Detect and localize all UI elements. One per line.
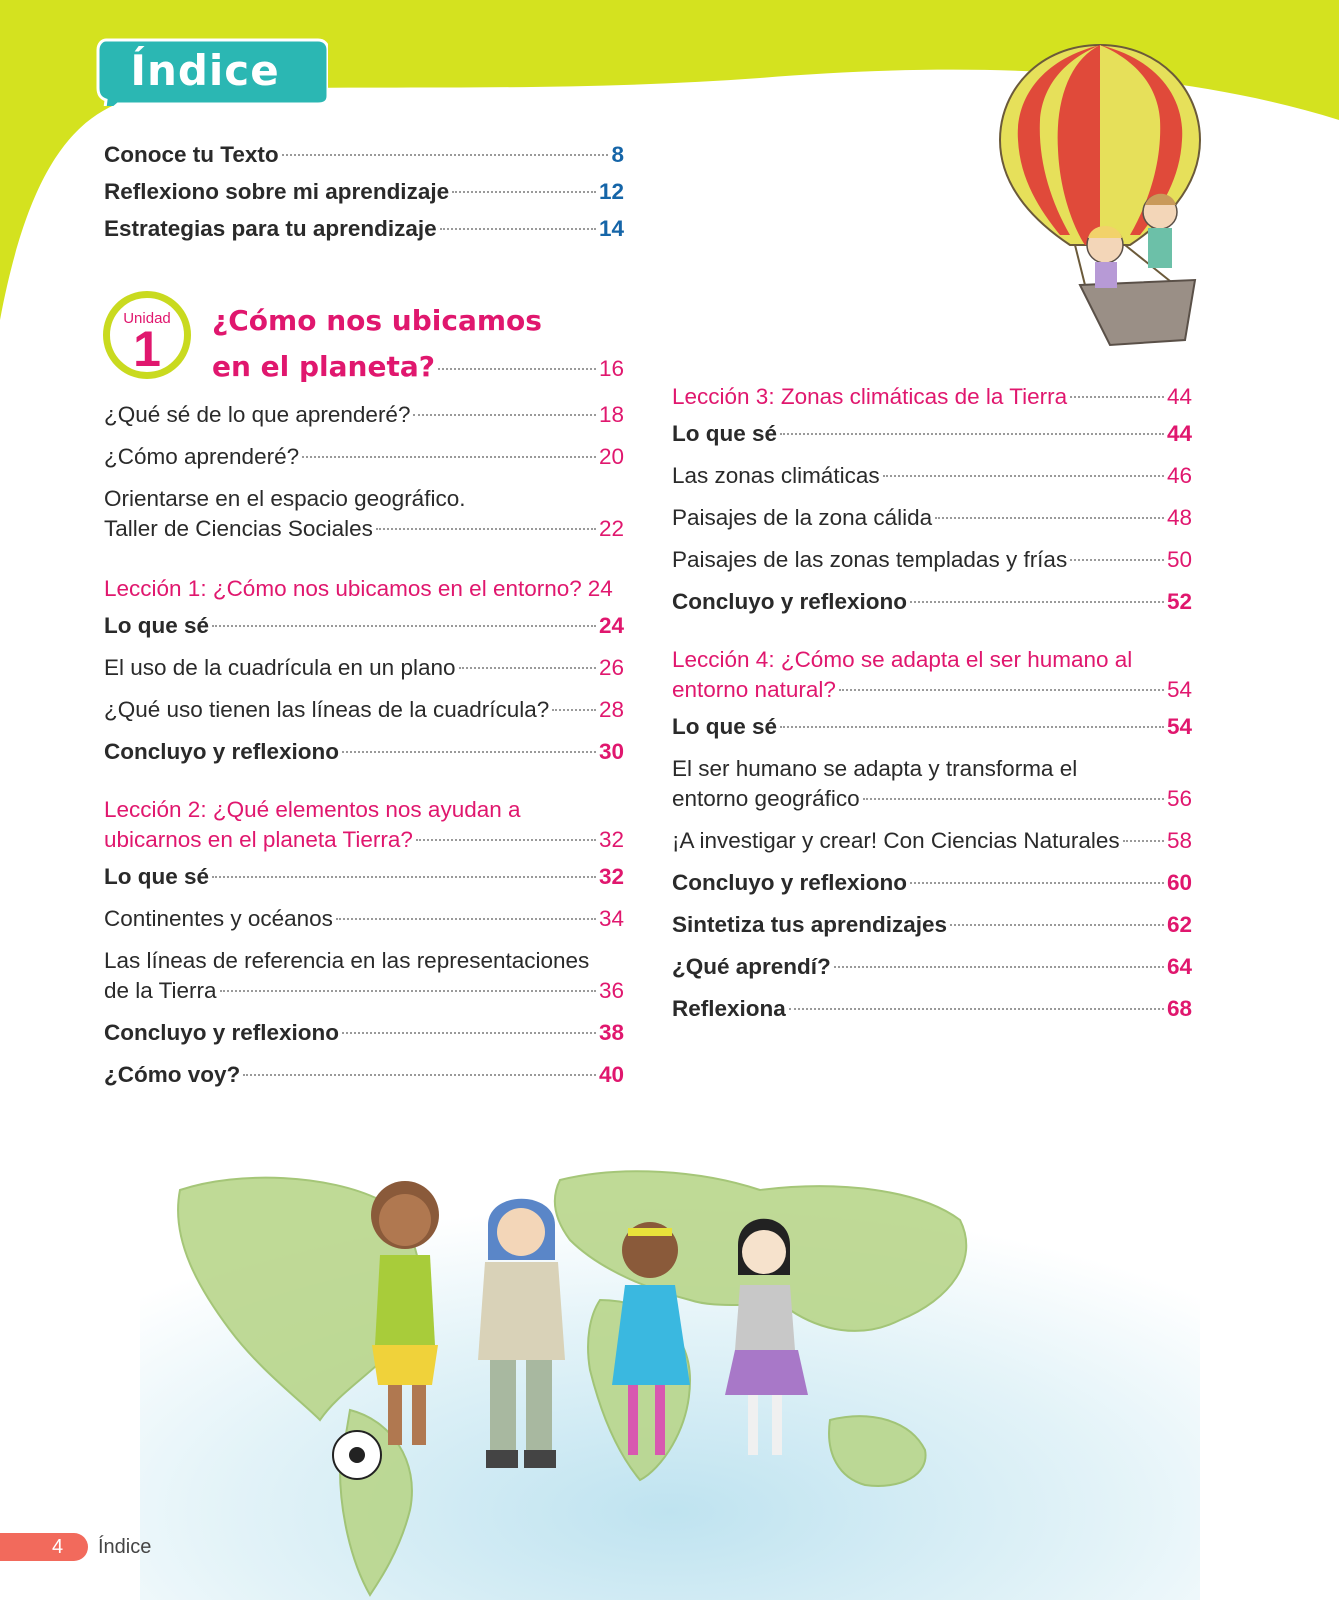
lesson-title: entorno natural? [672,677,836,702]
toc-entry-page: 58 [1166,828,1192,853]
toc-entry-l3-calida[interactable] [672,503,1192,533]
toc-entry-lineas-line1: Las líneas de referencia en las representaciones [104,948,590,973]
lesson-4-title-line1: Lección 4: ¿Cómo se adapta el ser humano al [672,647,1133,672]
toc-entry-label: entorno geográfico [672,786,860,811]
leader-dots [440,228,596,230]
leader-dots [910,601,1164,603]
page-number-tab [0,1533,88,1561]
toc-entry-label: Paisajes de las zonas templadas y frías [672,547,1068,572]
toc-entry-page: 24 [598,613,624,638]
toc-entry-page: 36 [598,978,624,1003]
leader-dots [212,625,596,627]
toc-entry-label: Estrategias para tu aprendizaje [104,216,437,241]
toc-entry-label: Continentes y océanos [104,906,333,931]
toc-lesson-3[interactable] [672,382,1192,412]
leader-dots [552,709,596,711]
toc-entry-unit[interactable] [212,350,624,386]
leader-dots [416,839,596,841]
toc-entry-page: 30 [598,739,624,764]
leader-dots [220,990,596,992]
toc-entry-page: 18 [598,402,624,427]
toc-entry-label: El uso de la cuadrícula en un plano [104,655,456,680]
toc-entry-label: Sintetiza tus aprendizajes [672,912,948,937]
toc-entry-page: 12 [598,179,624,204]
toc-entry-page: 52 [1166,589,1192,614]
toc-entry-page: 64 [1166,954,1192,979]
toc-entry-estrategias[interactable] [104,214,624,244]
toc-entry-l4-investigar[interactable] [672,826,1192,856]
leader-dots [1070,559,1164,561]
toc-entry-l1-lo-que-se[interactable] [104,611,624,641]
unit-badge-number: 1 [133,321,161,377]
toc-entry-label: Concluyo y reflexiono [104,739,340,764]
lesson-2-title-line1: Lección 2: ¿Qué elementos nos ayudan a [104,797,521,822]
toc-lesson-4[interactable] [672,675,1192,705]
toc-entry-page: 44 [1166,384,1192,409]
toc-entry-page: 22 [598,516,624,541]
toc-entry-page: 54 [1166,677,1192,702]
toc-entry-que-se[interactable] [104,400,624,430]
leader-dots [1123,840,1164,842]
toc-entry-l4-adapta[interactable] [672,784,1192,814]
toc-entry-l3-zonas[interactable] [672,461,1192,491]
toc-entry-l2-concluyo[interactable] [104,1018,624,1048]
leader-dots [212,876,596,878]
leader-dots [342,1032,596,1034]
leader-dots [342,751,596,753]
leader-dots [336,918,596,920]
leader-dots [935,517,1164,519]
toc-entry-label: Reflexiono sobre mi aprendizaje [104,179,450,204]
toc-entry-page: 44 [1166,421,1192,446]
toc-entry-label: ¿Qué sé de lo que aprenderé? [104,402,411,427]
toc-entry-adapta-line1: El ser humano se adapta y transforma el [672,756,1078,781]
toc-entry-page: 38 [598,1020,624,1045]
toc-entry-conoce[interactable] [104,140,624,170]
toc-entry-page: 46 [1166,463,1192,488]
toc-entry-page: 48 [1166,505,1192,530]
toc-entry-page: 32 [598,827,624,852]
toc-entry-taller-line1: Orientarse en el espacio geográfico. [104,486,466,511]
toc-entry-page: 26 [598,655,624,680]
leader-dots [780,726,1164,728]
toc-entry-label: ¿Qué aprendí? [672,954,831,979]
leader-dots [910,882,1164,884]
toc-entry-taller[interactable] [104,514,624,544]
leader-dots [302,456,596,458]
toc-entry-label: Lo que sé [104,613,210,638]
toc-entry-como-voy[interactable] [104,1060,624,1090]
toc-entry-page: 28 [598,697,624,722]
toc-entry-que-aprendi[interactable] [672,952,1192,982]
leader-dots [413,414,596,416]
leader-dots [839,689,1164,691]
toc-entry-page: 34 [598,906,624,931]
toc-entry-l3-concluyo[interactable] [672,587,1192,617]
toc-entry-label: ¿Cómo aprenderé? [104,444,300,469]
toc-entry-page: 62 [1166,912,1192,937]
leader-dots [459,667,596,669]
lesson-title: Lección 3: Zonas climáticas de la Tierra [672,384,1068,409]
toc-entry-page: 16 [598,356,624,381]
toc-entry-label: Conoce tu Texto [104,142,279,167]
footer-section-label: Índice [98,1536,152,1558]
toc-entry-page: 50 [1166,547,1192,572]
toc-entry-l2-lo-que-se[interactable] [104,862,624,892]
toc-entry-l2-lineas[interactable] [104,976,624,1006]
toc-entry-l1-cuadricula[interactable] [104,653,624,683]
leader-dots [452,191,596,193]
toc-entry-page: 60 [1166,870,1192,895]
toc-entry-page: 20 [598,444,624,469]
toc-entry-label: ¡A investigar y crear! Con Ciencias Naturales [672,828,1120,853]
toc-lesson-1[interactable] [104,574,624,604]
toc-entry-reflexiona[interactable] [672,994,1192,1024]
unit-title-line2: en el planeta? [212,350,435,383]
unit-badge-word: Unidad [123,310,171,327]
toc-entry-l1-concluyo[interactable] [104,737,624,767]
toc-entry-label: Las zonas climáticas [672,463,880,488]
hot-air-balloon-illustration [1000,45,1200,345]
toc-entry-label: ¿Cómo voy? [104,1062,241,1087]
toc-entry-page: 14 [598,216,624,241]
lesson-title: ubicarnos en el planeta Tierra? [104,827,413,852]
toc-entry-label: ¿Qué uso tienen las líneas de la cuadrícula? [104,697,550,722]
toc-entry-l1-lineas[interactable] [104,695,624,725]
toc-entry-label: Taller de Ciencias Sociales [104,516,373,541]
leader-dots [438,368,596,370]
toc-entry-page: 56 [1166,786,1192,811]
toc-entry-page: 32 [598,864,624,889]
toc-lesson-2[interactable] [104,825,624,855]
toc-entry-l4-concluyo[interactable] [672,868,1192,898]
leader-dots [863,798,1164,800]
leader-dots [950,924,1164,926]
toc-entry-l4-lo-que-se[interactable] [672,712,1192,742]
toc-entry-page: 24 [587,576,613,601]
leader-dots [883,475,1164,477]
toc-entry-label: Concluyo y reflexiono [104,1020,340,1045]
toc-entry-label: Lo que sé [672,714,778,739]
leader-dots [376,528,596,530]
toc-entry-sintetiza[interactable] [672,910,1192,940]
toc-entry-label: Reflexiona [672,996,786,1021]
page-number: 4 [52,1536,64,1558]
leader-dots [243,1074,596,1076]
unit-title-line1: ¿Cómo nos ubicamos [212,304,542,337]
toc-entry-label: Concluyo y reflexiono [672,589,908,614]
lesson-title: Lección 1: ¿Cómo nos ubicamos en el entorno? [104,576,582,601]
toc-entry-label: Lo que sé [672,421,778,446]
toc-entry-page: 68 [1166,996,1192,1021]
toc-entry-l2-continentes[interactable] [104,904,624,934]
toc-entry-label: Paisajes de la zona cálida [672,505,933,530]
toc-entry-label: Lo que sé [104,864,210,889]
toc-entry-l3-templadas[interactable] [672,545,1192,575]
toc-entry-label: Concluyo y reflexiono [672,870,908,895]
toc-entry-reflexiono[interactable] [104,177,624,207]
toc-entry-page: 40 [598,1062,624,1087]
leader-dots [789,1008,1164,1010]
leader-dots [1070,396,1164,398]
toc-entry-label: de la Tierra [104,978,217,1003]
toc-entry-page: 54 [1166,714,1192,739]
leader-dots [834,966,1164,968]
toc-entry-l3-lo-que-se[interactable] [672,419,1192,449]
toc-entry-page: 8 [611,142,624,167]
page-title: Índice [130,46,280,95]
leader-dots [780,433,1164,435]
toc-entry-como-aprendere[interactable] [104,442,624,472]
leader-dots [282,154,609,156]
